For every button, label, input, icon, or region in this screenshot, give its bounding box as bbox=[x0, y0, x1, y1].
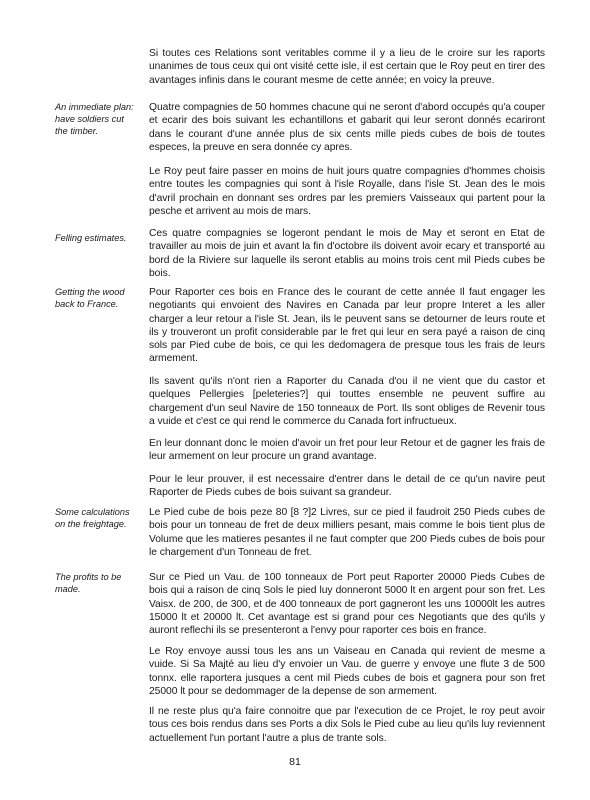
paragraph-11: Le Roy envoye aussi tous les ans un Vaiseau en Canada qui revient de mesme a vuide. Si Sa Majté au lieu d'y envoier un Vau. de guerre y envoye une flute 3 de 500 tonnx. elle raportera jusques a cent mil Pieds cubes de bois et gagnera pour son fret 25000 lt pour se dedommager de la depense de son armement. bbox=[149, 646, 545, 697]
paragraph-9: Le Pied cube de bois peze 80 [8 ?]2 Livres, sur ce pied il faudroit 250 Pieds cubes de bois pour un tonneau de fret de deux milliers pesant, mais comme le bois tient plus de Volume que les matieres pesantes il ne faut compter que 200 Pieds cubes de bois pour le chargement d'un Tonneau de fret. bbox=[149, 507, 545, 558]
paragraph-1: Si toutes ces Relations sont veritables comme il y a lieu de le croire sur les raports unanimes de tous ceux qui ont visité cette isle, il est certain que le Roy peut en tirer des avantages infinis dans le courant mesme de cette année; en voicy la preuve. bbox=[149, 48, 545, 86]
page-number: 81 bbox=[289, 756, 301, 768]
paragraph-3: Le Roy peut faire passer en moins de huit jours quatre compagnies d'hommes choisis entre toutes les compagnies qui sont à l'isle Royalle, dans l'isle St. Jean des le mois d'avril prochain en donnant ses ordres par les premiers Vaisseaux qui partent pour la pesche et arrivent au mois de mars. bbox=[149, 166, 545, 217]
paragraph-7: En leur donnant donc le moien d'avoir un fret pour leur Retour et de gagner les frais de leur armement on leur procure un grand avantage. bbox=[149, 438, 545, 463]
margin-note-immediate-plan: An immediate plan: have soldiers cut the timber. bbox=[55, 102, 134, 136]
paragraph-2: Quatre compagnies de 50 hommes chacune qui ne seront d'abord occupés qu'a couper et ecarir des bois suivant les echantillons et gabarit qui leur seront donnés ecariront dans le courant d'une année plus de six cents mille pieds cubes de bois de toutes especes, la preuve en sera donnée cy apres. bbox=[149, 102, 545, 153]
margin-note-freightage: Some calculations on the freightage. bbox=[55, 507, 130, 529]
paragraph-5 bbox=[149, 286, 545, 366]
margin-note-profits: The profits to be made. bbox=[55, 572, 122, 594]
paragraph-6: Ils savent qu'ils n'ont rien a Raporter du Canada d'ou il ne vient que du castor et quelques Pellergies [peleteries?] qui touttes ensemble ne peuvent suffire au chargement d'un seul Navire de 150 tonneaux de Port. Ils sont obliges de Revenir tous a vuide et c'est ce qui rend le commerce du Canada fort infructueux. bbox=[149, 376, 545, 427]
paragraph-8: Pour le leur prouver, il est necessaire d'entrer dans le detail de ce qu'un navire peut Raporter de Pieds cubes de bois suivant sa grandeur. bbox=[149, 474, 545, 499]
paragraph-12: Il ne reste plus qu'a faire connoitre que par l'execution de ce Projet, le roy peut avoir tous ces bois rendus dans ses Ports a dix Sols le Pied cube au lieu qu'ils luy reviennent actuellement l'un portant l'autre a plus de trante sols. bbox=[149, 706, 545, 744]
margin-note-wood-to-france: Getting the wood back to France. bbox=[55, 287, 125, 309]
paragraph-5-text: Pour Raporter ces bois en France des le courant de cette année Il faut engager les negotiants qui envoient des Navires en Canada par leur propre Interet a les aller charger a leur retour a l'isle St. Jean, ils le peuvent sans se detourner de leurs route et ils y trouveront un profit considerable par le fret qui leur en sera payé a raison de cinq sols par Pied cube de bois, ce qui les dedomagera de presque tous les frais de leurs armement. bbox=[149, 287, 545, 365]
paragraph-4: Ces quatre compagnies se logeront pendant le mois de May et seront en Etat de travailler au mois de juin et avant la fin d'octobre ils doivent avoir ecary et transporté au bord de la Riviere sur laquelle ils seront etablis au moins trois cent mil Pieds cubes be bois. bbox=[149, 228, 545, 279]
margin-note-felling-estimates: Felling estimates. bbox=[55, 233, 127, 243]
paragraph-10: Sur ce Pied un Vau. de 100 tonneaux de Port peut Raporter 20000 Pieds Cubes de bois qui a raison de cinq Sols le pied luy donneront 5000 lt en argent pour son fret. Les Vaisx. de 200, de 300, et de 400 tonneaux de port gagneront les uns 10000lt les autres 15000 lt et 20000 lt. Cet avantage est si grand pour ces Negotiants que des qu'ils y auront reflechi ils se presenteront a l'envy pour raporter ces bois en france. bbox=[149, 572, 545, 637]
